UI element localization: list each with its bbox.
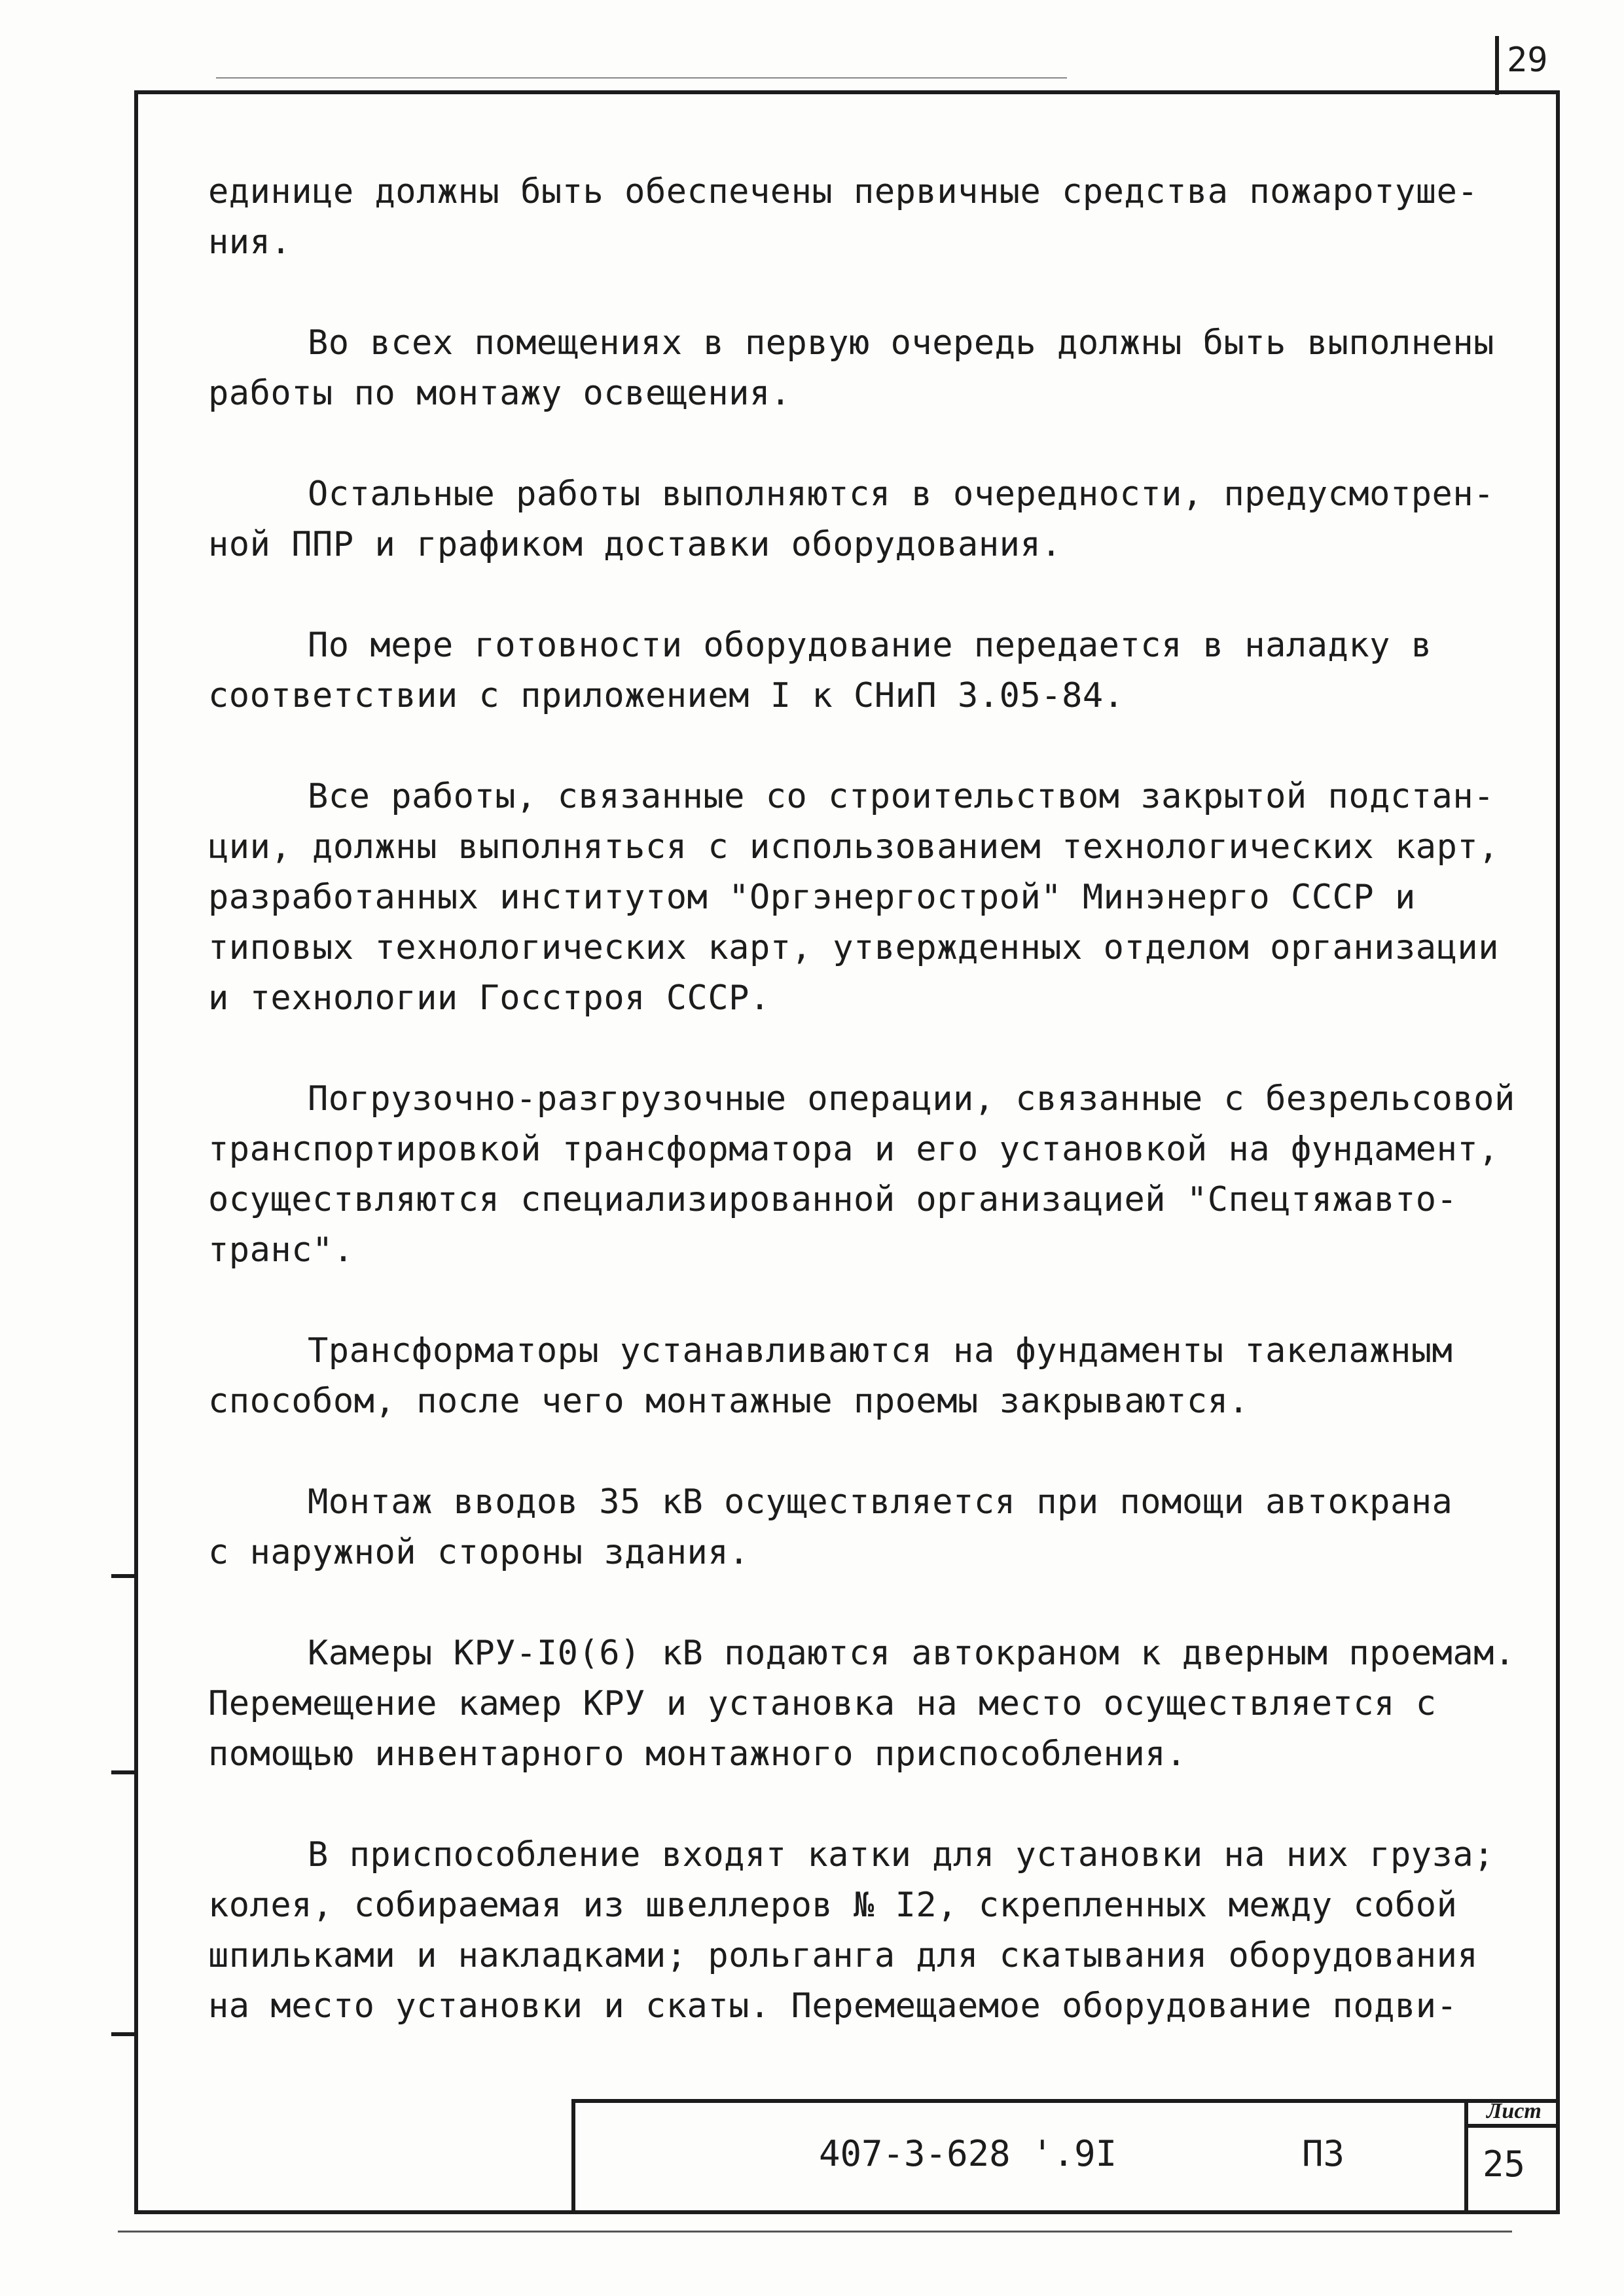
text-line: помощью инвентарного монтажного приспособления. bbox=[208, 1734, 1187, 1774]
text-line: типовых технологических карт, утвержденных отделом организации bbox=[208, 928, 1500, 967]
title-block bbox=[571, 2099, 1560, 2214]
text-line: на место установки и скаты. Перемещаемое оборудование подви- bbox=[208, 1986, 1458, 2026]
text-line: колея, собираемая из швеллеров № I2, скрепленных между собой bbox=[208, 1886, 1458, 1925]
text-line: шпильками и накладками; рольганга для скатывания оборудования bbox=[208, 1936, 1479, 1975]
bottom-rule bbox=[118, 2231, 1512, 2233]
page-number-tick bbox=[1495, 36, 1499, 95]
text-line: Перемещение камер КРУ и установка на место осуществляется с bbox=[208, 1684, 1437, 1723]
paragraph bbox=[208, 1074, 1515, 1276]
text-line: единице должны быть обеспечены первичные средства пожаротуше- bbox=[208, 172, 1479, 211]
sheet-number: 25 bbox=[1483, 2144, 1526, 2185]
paragraph bbox=[208, 772, 1504, 1024]
document-code: 407-3-628 '.9I bbox=[819, 2133, 1117, 2174]
text-line: способом, после чего монтажные проемы закрываются. bbox=[208, 1382, 1250, 1421]
margin-mark bbox=[111, 2032, 136, 2036]
paragraph bbox=[208, 1628, 1515, 1780]
text-line: Все работы, связанные со строительством закрытой подстан- bbox=[308, 777, 1494, 816]
sheet-label: Лист bbox=[1468, 2099, 1560, 2128]
text-line: транс". bbox=[208, 1230, 354, 1270]
paragraph bbox=[208, 1477, 1504, 1578]
text-line: По мере готовности оборудование передается в наладку в bbox=[308, 626, 1432, 665]
text-line: Трансформаторы устанавливаются на фундаменты такелажным bbox=[308, 1331, 1453, 1371]
text-line: с наружной стороны здания. bbox=[208, 1533, 749, 1572]
margin-mark bbox=[111, 1770, 136, 1774]
text-line: ции, должны выполняться с использованием технологических карт, bbox=[208, 827, 1500, 867]
document-type: ПЗ bbox=[1302, 2133, 1345, 2174]
margin-mark bbox=[111, 1574, 136, 1578]
text-line: Остальные работы выполняются в очередности, предусмотрен- bbox=[308, 475, 1494, 514]
text-line: осуществляются специализированной организацией "Спецтяжавто- bbox=[208, 1180, 1458, 1219]
text-line: транспортировкой трансформатора и его установкой на фундамент, bbox=[208, 1130, 1500, 1169]
paragraph bbox=[208, 469, 1504, 570]
page-number: 29 bbox=[1507, 41, 1548, 80]
sheet-cell bbox=[1464, 2099, 1560, 2214]
text-line: В приспособление входят катки для установки на них груза; bbox=[308, 1835, 1494, 1874]
paragraph bbox=[208, 167, 1504, 268]
text-line: соответствии с приложением I к СНиП 3.05-84. bbox=[208, 676, 1125, 715]
top-rule bbox=[216, 77, 1067, 79]
text-line: Камеры КРУ-I0(6) кВ подаются автокраном к дверным проемам. bbox=[308, 1634, 1515, 1673]
text-line: и технологии Госстроя СССР. bbox=[208, 978, 770, 1018]
text-line: Во всех помещениях в первую очередь должны быть выполнены bbox=[308, 323, 1494, 363]
text-line: ной ППР и графиком доставки оборудования. bbox=[208, 525, 1062, 564]
paragraph bbox=[208, 620, 1504, 721]
paragraph bbox=[208, 1830, 1504, 2032]
text-line: Монтаж вводов 35 кВ осуществляется при помощи автокрана bbox=[308, 1482, 1453, 1522]
paragraph bbox=[208, 1326, 1504, 1427]
text-line: Погрузочно-разгрузочные операции, связанные с безрельсовой bbox=[308, 1079, 1515, 1119]
body-text bbox=[208, 167, 1515, 2082]
text-line: разработанных институтом "Оргэнергострой" Минэнерго СССР и bbox=[208, 878, 1416, 917]
paragraph bbox=[208, 318, 1504, 419]
text-line: ния. bbox=[208, 223, 292, 262]
text-line: работы по монтажу освещения. bbox=[208, 374, 791, 413]
